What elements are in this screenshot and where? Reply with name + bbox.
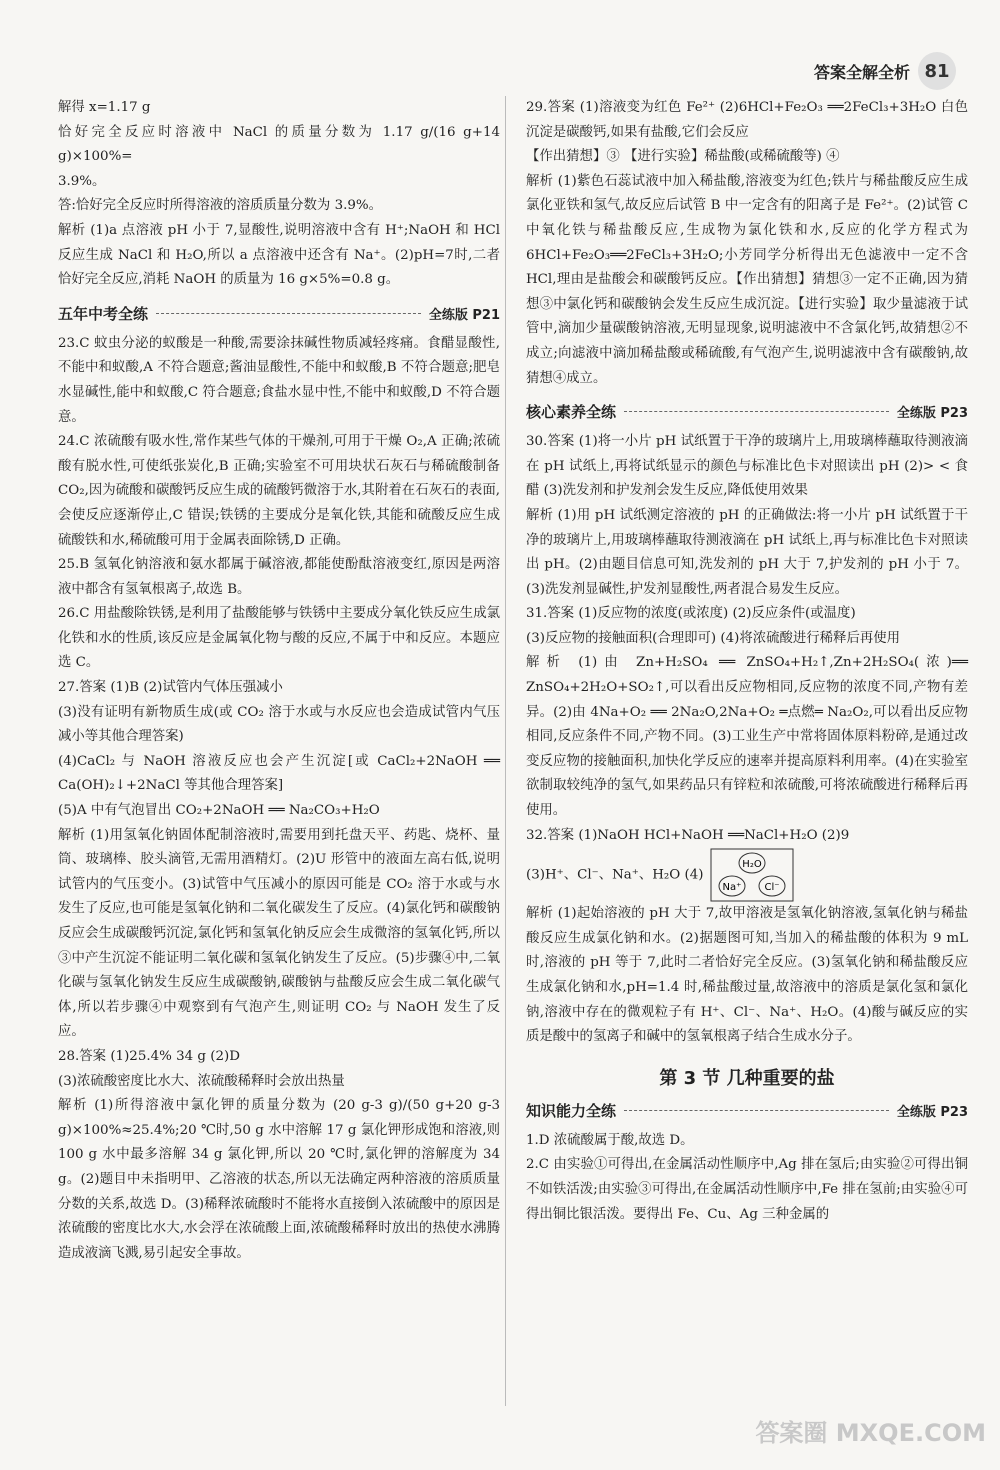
paragraph: 【作出猜想】③ 【进行实验】稀盐酸(或稀硫酸等) ④ xyxy=(526,149,840,165)
particle-label: H₂O xyxy=(741,859,762,871)
right-column xyxy=(526,96,968,1227)
particle-diagram xyxy=(710,848,794,902)
paragraph: 解析 (1)用氢氧化钠固体配制溶液时,需要用到托盘天平、药匙、烧杯、量筒、玻璃棒、胶头滴管,无需用酒精灯。(2)U 形管中的液面左高右低,说明试管内的气压变小。(3)试管中气压减小的原因可能是 CO₂ 溶于水或与水发生了反应,也可能是氢氧化钠和二氧化碳发生了反应。(4)氯化钙和碳酸钠反应会生成碳酸钙沉淀,氯化钙和氢氧化钠反应会生成微溶的氢氧化钙,所以③中产生沉淀不能证明二氧化碳和氢氧化钠发生了反应。(5)步骤④中,二氧化碳与氢氧化钠发生反应生成碳酸钠,碳酸钠与盐酸反应会生成二氧化碳气体,所以若步骤④中观察到有气泡产生,则证明 CO₂ 与 NaOH 发生了反应。 xyxy=(58,827,500,1040)
section-rule xyxy=(624,411,889,412)
paragraph: (5)A 中有气泡冒出 CO₂+2NaOH ══ Na₂CO₃+H₂O xyxy=(58,803,380,819)
column-divider xyxy=(505,96,506,1406)
paragraph: 24.C 浓硫酸有吸水性,常作某些气体的干燥剂,可用于干燥 O₂,A 正确;浓硫酸有脱水性,可使纸张炭化,B 正确;实验室不可用块状石灰石与稀硫酸制备 CO₂,因为硫酸和碳酸钙反应生成的硫酸钙微溶于水,其附着在石灰石的表面,会使反应逐渐停止,C 错误;铁锈的主要成分是氧化铁,其能和硫酸反应生成硫酸铁和水,稀硫酸可用于金属表面除锈,D 正确。 xyxy=(58,434,500,548)
section-page-ref: 全练版 P23 xyxy=(896,1104,968,1120)
section-title: 核心素养全练 xyxy=(526,403,617,422)
paragraph: 解析 (1)a 点溶液 pH 小于 7,显酸性,说明溶液中含有 H⁺;NaOH 和 HCl 反应生成 NaCl 和 H₂O,所以 a 点溶液中还含有 Na⁺。(2)pH=7时,二者恰好完全反应,消耗 NaOH 的质量为 16 g×5%=0.8 g。 xyxy=(58,222,500,288)
paragraph: 3.9%。 xyxy=(58,173,106,189)
page-number: 81 xyxy=(918,52,956,90)
paragraph: 1.D 浓硫酸属于酸,故选 D。 xyxy=(526,1132,694,1148)
section-heading xyxy=(526,1100,968,1121)
page-header xyxy=(814,52,956,90)
paragraph: 30.答案 (1)将一小片 pH 试纸置于干净的玻璃片上,用玻璃棒蘸取待测液滴在 pH 试纸上,再将试纸显示的颜色与标准比色卡对照读出 pH (2)> < 食醋 (3)洗发剂和护发剂会发生反应,降低使用效果 xyxy=(526,434,968,499)
paragraph: (3)没有证明有新物质生成(或 CO₂ 溶于水或与水反应也会造成试管内气压减小等其他合理答案) xyxy=(58,704,500,745)
header-title: 答案全解全析 xyxy=(813,62,910,82)
section-page-ref: 全练版 P21 xyxy=(428,307,500,323)
answer-text: (3)H⁺、Cl⁻、Na⁺、H₂O (4) xyxy=(526,867,704,883)
paragraph: 答:恰好完全反应时所得溶液的溶质质量分数为 3.9%。 xyxy=(58,198,382,214)
paragraph: (4)CaCl₂ 与 NaOH 溶液反应也会产生沉淀[或 CaCl₂+2NaOH ══ Ca(OH)₂↓+2NaCl 等其他合理答案] xyxy=(58,753,500,794)
paragraph: 解析 (1)起始溶液的 pH 大于 7,故甲溶液是氢氧化钠溶液,氢氧化钠与稀盐酸反应生成氯化钠和水。(2)据题图可知,当加入的稀盐酸的体积为 9 mL 时,溶液的 pH 等于 7,此时二者恰好完全反应。(3)氢氧化钠和稀盐酸反应生成氯化钠和水,pH=1.4 时,稀盐酸过量,故溶液中的溶质是氯化氢和氯化钠,溶液中存在的微观粒子有 H⁺、Cl⁻、Na⁺、H₂O。(4)酸与碱反应的实质是酸中的氢离子和碱中的氢氧根离子结合生成水分子。 xyxy=(526,906,968,1045)
paragraph: 31.答案 (1)反应物的浓度(或浓度) (2)反应条件(或温度) xyxy=(526,606,856,622)
paragraph: 解析 (1)由 Zn+H₂SO₄ ══ ZnSO₄+H₂↑,Zn+2H₂SO₄(浓)══ ZnSO₄+2H₂O+SO₂↑,可以看出反应物相同,反应物的浓度不同,产物有差异。(2)由 4Na+O₂ ══ 2Na₂O,2Na+O₂ ═点燃═ Na₂O₂,可以看出反应物相同,反应条件不同,产物不同。(3)工业生产中常将固体原料粉碎,是通过改变反应物的接触面积,加快化学反应的速率并提高原料利用率。(4)在实验室欲制取较纯净的氢气,如果药品只有锌粒和浓硫酸,可将浓硫酸进行稀释后再使用。 xyxy=(526,655,968,819)
paragraph: 29.答案 (1)溶液变为红色 Fe²⁺ (2)6HCl+Fe₂O₃ ══2FeCl₃+3H₂O 白色沉淀是碳酸钙,如果有盐酸,它们会反应 xyxy=(526,100,968,140)
particle-label: Na⁺ xyxy=(722,882,741,894)
paragraph: 26.C 用盐酸除铁锈,是利用了盐酸能够与铁锈中主要成分氧化铁反应生成氯化铁和水的性质,该反应是金属氧化物与酸的反应,不属于中和反应。本题应选 C。 xyxy=(58,606,500,671)
paragraph-with-diagram xyxy=(526,848,968,902)
paragraph: (3)浓硫酸密度比水大、浓硫酸稀释时会放出热量 xyxy=(58,1073,345,1089)
paragraph: 23.C 蚊虫分泌的蚁酸是一种酸,需要涂抹碱性物质减轻疼痛。食醋显酸性,不能中和蚁酸,A 不符合题意;酱油显酸性,不能中和蚁酸,B 不符合题意;肥皂水显碱性,能中和蚁酸,C 符合题意;食盐水显中性,不能中和蚁酸,D 不符合题意。 xyxy=(58,335,500,425)
paragraph: 恰好完全反应时溶液中 NaCl 的质量分数为 1.17 g/(16 g+14 g)×100%= xyxy=(58,124,500,165)
chapter-title: 第 3 节 几种重要的盐 xyxy=(659,1067,835,1089)
paragraph: 解析 (1)紫色石蕊试液中加入稀盐酸,溶液变为红色;铁片与稀盐酸反应生成氯化亚铁和氢气,故反应后试管 B 中一定含有的阳离子是 Fe²⁺。(2)试管 C 中氧化铁与稀盐酸反应,生成物为氯化铁和水,反应的化学方程式为 6HCl+Fe₂O₃══2FeCl₃+3H₂O;小芳同学分析得出无色滤液中一定不含 HCl,理由是盐酸会和碳酸钙反应。【作出猜想】猜想③一定不正确,因为猜想③中氯化钙和碳酸钠会发生反应生成沉淀。【进行实验】取少量滤液于试管中,滴加少量碳酸钠溶液,无明显现象,说明滤液中不含氯化钙,故猜想②不成立;向滤液中滴加稀盐酸或稀硫酸,有气泡产生,说明滤液中含有碳酸钠,故猜想④成立。 xyxy=(526,173,968,386)
section-title: 知识能力全练 xyxy=(526,1101,617,1120)
paragraph: 解析 (1)所得溶液中氯化钾的质量分数为 (20 g-3 g)/(50 g+20 g-3 g)×100%≈25.4%;20 ℃时,50 g 水中溶解 17 g 氯化钾形成饱和溶液,则 100 g 水中最多溶解 34 g 氯化钾,所以 20 ℃时,氯化钾的溶解度为 34 g。(2)题目中未指明甲、乙溶液的状态,所以无法确定两种溶液的溶质质量分数的关系,故选 D。(3)稀释浓硫酸时不能将水直接倒入浓硫酸中的原因是浓硫酸的密度比水大,水会浮在浓硫酸上面,浓硫酸稀释时放出的热使水沸腾造成液滴飞溅,易引起安全事故。 xyxy=(58,1098,500,1261)
paragraph: 32.答案 (1)NaOH HCl+NaOH ══NaCl+H₂O (2)9 xyxy=(526,827,850,843)
paragraph: 25.B 氢氧化钠溶液和氨水都属于碱溶液,都能使酚酞溶液变红,原因是两溶液中都含有氢氧根离子,故选 B。 xyxy=(58,557,500,597)
section-rule xyxy=(156,313,421,314)
section-heading xyxy=(58,303,500,324)
particle-label: Cl⁻ xyxy=(763,882,780,894)
paragraph: 2.C 由实验①可得出,在金属活动性顺序中,Ag 排在氢后;由实验②可得出铜不如铁活泼;由实验③可得出,在金属活动性顺序中,Fe 排在氢前;由实验④可得出铜比银活泼。要得出 Fe、Cu、Ag 三种金属的 xyxy=(526,1157,968,1222)
section-rule xyxy=(624,1110,889,1111)
section-page-ref: 全练版 P23 xyxy=(896,406,968,422)
paragraph: 解析 (1)用 pH 试纸测定溶液的 pH 的正确做法:将一小片 pH 试纸置于干净的玻璃片上,用玻璃棒蘸取待测液滴在 pH 试纸上,再与标准比色卡对照读出 pH。(2)由题目信息可知,洗发剂的 pH 大于 7,护发剂的 pH 小于 7。(3)洗发剂显碱性,护发剂显酸性,两者混合易发生反应。 xyxy=(526,507,968,597)
paragraph: 27.答案 (1)B (2)试管内气体压强减小 xyxy=(58,680,283,696)
section-heading xyxy=(526,401,968,422)
paragraph: (3)反应物的接触面积(合理即可) (4)将浓硫酸进行稀释后再使用 xyxy=(526,630,901,646)
paragraph: 28.答案 (1)25.4% 34 g (2)D xyxy=(58,1048,240,1064)
left-column xyxy=(58,96,500,1266)
paragraph: 解得 x=1.17 g xyxy=(58,100,151,115)
watermark: 答案圈 MXQE.COM xyxy=(755,1419,986,1447)
section-title: 五年中考全练 xyxy=(58,304,149,323)
